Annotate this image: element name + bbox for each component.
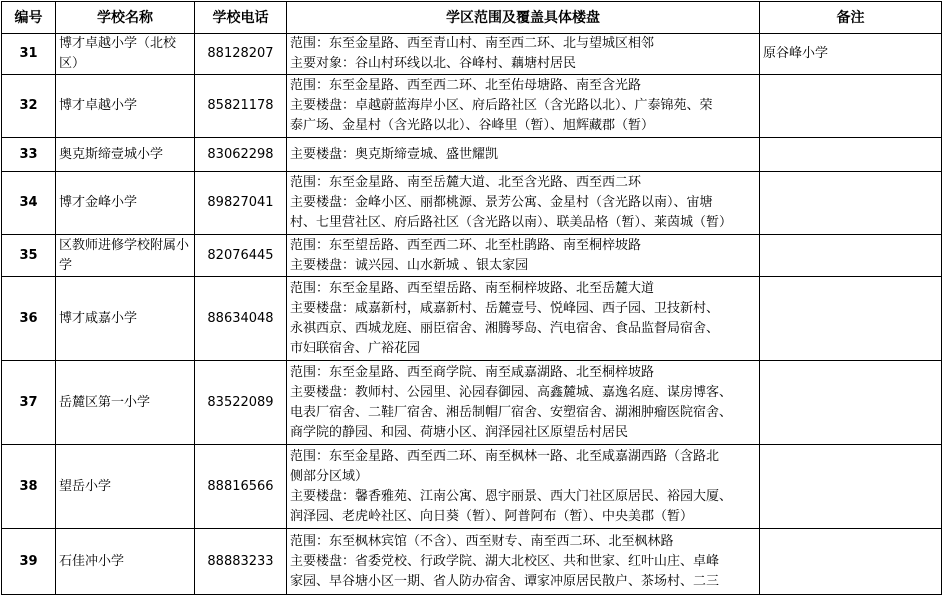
school-phone: 88816566 xyxy=(195,445,287,529)
school-no: 32 xyxy=(2,75,56,138)
area-line: 永祺西京、西城龙庭、丽臣宿舍、湘腾琴岛、汽电宿舍、食品监督局宿舍、 xyxy=(290,320,720,336)
col-header-phone: 学校电话 xyxy=(195,2,287,34)
school-name: 岳麓区第一小学 xyxy=(56,361,195,445)
area-line: 市妇联宿舍、广裕花园 xyxy=(290,340,421,356)
district-area xyxy=(287,529,760,595)
area-line: 主要楼盘：奥克斯缔壹城、盛世耀凯 xyxy=(290,146,499,162)
area-line: 范围：东至金星路、西至西二环、南至枫林一路、北至咸嘉湖西路（含路北 xyxy=(290,448,720,464)
table-row xyxy=(2,138,942,172)
school-name: 博才卓越小学（北校区） xyxy=(56,34,195,75)
school-remark xyxy=(760,75,942,138)
school-no: 37 xyxy=(2,361,56,445)
school-no: 38 xyxy=(2,445,56,529)
district-area xyxy=(287,75,760,138)
district-area xyxy=(287,361,760,445)
table-row xyxy=(2,235,942,277)
school-no: 35 xyxy=(2,235,56,277)
district-area xyxy=(287,445,760,529)
school-remark xyxy=(760,138,942,172)
area-line: 主要楼盘：金峰小区、丽都桃源、景芳公寓、金星村（含光路以南）、宙塘 xyxy=(290,195,713,210)
school-phone: 83062298 xyxy=(195,138,287,172)
school-name: 区教师进修学校附属小学 xyxy=(56,235,195,277)
school-remark xyxy=(760,172,942,235)
school-district-table xyxy=(1,1,942,595)
district-area xyxy=(287,235,760,277)
area-line: 侧部分区域） xyxy=(290,468,369,484)
area-line: 电表厂宿舍、二鞋厂宿舍、湘岳制帽厂宿舍、安塑宿舍、湖湘肿瘤医院宿舍、 xyxy=(290,404,733,420)
school-name: 博才咸嘉小学 xyxy=(56,277,195,361)
area-line: 主要楼盘：咸嘉新村，咸嘉新村、岳麓壹号、悦峰园、西子园、卫技新村、 xyxy=(290,300,720,316)
school-phone: 88128207 xyxy=(195,34,287,75)
school-no: 39 xyxy=(2,529,56,595)
school-phone: 88883233 xyxy=(195,529,287,595)
table-row xyxy=(2,34,942,75)
area-line: 主要楼盘：省委党校、行政学院、湖大北校区、共和世家、红叶山庄、卓峰 xyxy=(290,553,720,569)
school-phone: 89827041 xyxy=(195,172,287,235)
district-area xyxy=(287,277,760,361)
area-line: 主要楼盘：教师村、公园里、沁园春御园、高鑫麓城、嘉逸名庭、谋房博客、 xyxy=(290,384,733,400)
school-name: 石佳冲小学 xyxy=(56,529,195,595)
area-line: 范围：东至金星路、西至西二环、北至佑母塘路、南至含光路 xyxy=(290,78,642,93)
col-header-no: 编号 xyxy=(2,2,56,34)
school-phone: 85821178 xyxy=(195,75,287,138)
table-row xyxy=(2,361,942,445)
area-line: 润泽园、老虎岭社区、向日葵（暂）、阿普阿布（暂）、中央美郡（暂） xyxy=(290,508,694,524)
school-remark xyxy=(760,529,942,595)
school-remark xyxy=(760,277,942,361)
table-row xyxy=(2,277,942,361)
area-line: 主要对象：谷山村环线以北、谷峰村、藕塘村居民 xyxy=(290,56,577,71)
area-line: 主要楼盘：卓越蔚蓝海岸小区、府后路社区（含光路以北）、广泰锦苑、荣 xyxy=(290,98,713,113)
school-no: 31 xyxy=(2,34,56,75)
district-area xyxy=(287,138,760,172)
district-area xyxy=(287,172,760,235)
col-header-remark: 备注 xyxy=(760,2,942,34)
school-remark xyxy=(760,361,942,445)
school-remark xyxy=(760,235,942,277)
area-line: 主要楼盘：诚兴园、山水新城 、银太家园 xyxy=(290,257,529,273)
school-name: 博才金峰小学 xyxy=(56,172,195,235)
area-line: 范围：东至金星路、南至岳麓大道、北至含光路、西至西二环 xyxy=(290,175,642,190)
area-line: 主要楼盘：馨香雅苑、江南公寓、恩宇丽景、西大门社区原居民、裕园大厦、 xyxy=(290,488,733,504)
school-no: 33 xyxy=(2,138,56,172)
header-row xyxy=(2,2,942,34)
area-line: 范围：东至金星路、西至商学院、南至咸嘉湖路、北至桐梓坡路 xyxy=(290,364,655,380)
area-line: 家园、早谷塘小区一期、省人防办宿舍、谭家冲原居民散户、茶场村、二三 xyxy=(290,573,720,589)
table-row xyxy=(2,529,942,595)
area-line: 商学院的静园、和园、荷塘小区、润泽园社区原望岳村居民 xyxy=(290,424,629,440)
school-no: 34 xyxy=(2,172,56,235)
district-area xyxy=(287,34,760,75)
school-no: 36 xyxy=(2,277,56,361)
school-phone: 88634048 xyxy=(195,277,287,361)
school-name: 博才卓越小学 xyxy=(56,75,195,138)
school-phone: 82076445 xyxy=(195,235,287,277)
school-remark xyxy=(760,445,942,529)
school-name: 望岳小学 xyxy=(56,445,195,529)
area-line: 村、七里营社区、府后路社区（含光路以南）、联美品格（暂）、莱茵城（暂） xyxy=(290,215,733,230)
table-row xyxy=(2,75,942,138)
school-name: 奥克斯缔壹城小学 xyxy=(56,138,195,172)
school-phone: 83522089 xyxy=(195,361,287,445)
area-line: 范围：东至望岳路、西至西二环、北至杜鹃路、南至桐梓坡路 xyxy=(290,237,642,253)
col-header-name: 学校名称 xyxy=(56,2,195,34)
school-remark: 原谷峰小学 xyxy=(760,34,942,75)
area-line: 泰广场、金星村（含光路以北）、谷峰里（暂）、旭辉藏郡（暂） xyxy=(290,118,655,133)
table-row xyxy=(2,172,942,235)
table-row xyxy=(2,445,942,529)
col-header-area: 学区范围及覆盖具体楼盘 xyxy=(287,2,760,34)
area-line: 范围：东至金星路、西至望岳路、南至桐梓坡路、北至岳麓大道 xyxy=(290,280,655,296)
area-line: 范围：东至枫林宾馆（不含）、西至财专、南至西二环、北至枫林路 xyxy=(290,533,674,549)
area-line: 范围：东至金星路、西至青山村、南至西二环、北与望城区相邻 xyxy=(290,36,655,51)
